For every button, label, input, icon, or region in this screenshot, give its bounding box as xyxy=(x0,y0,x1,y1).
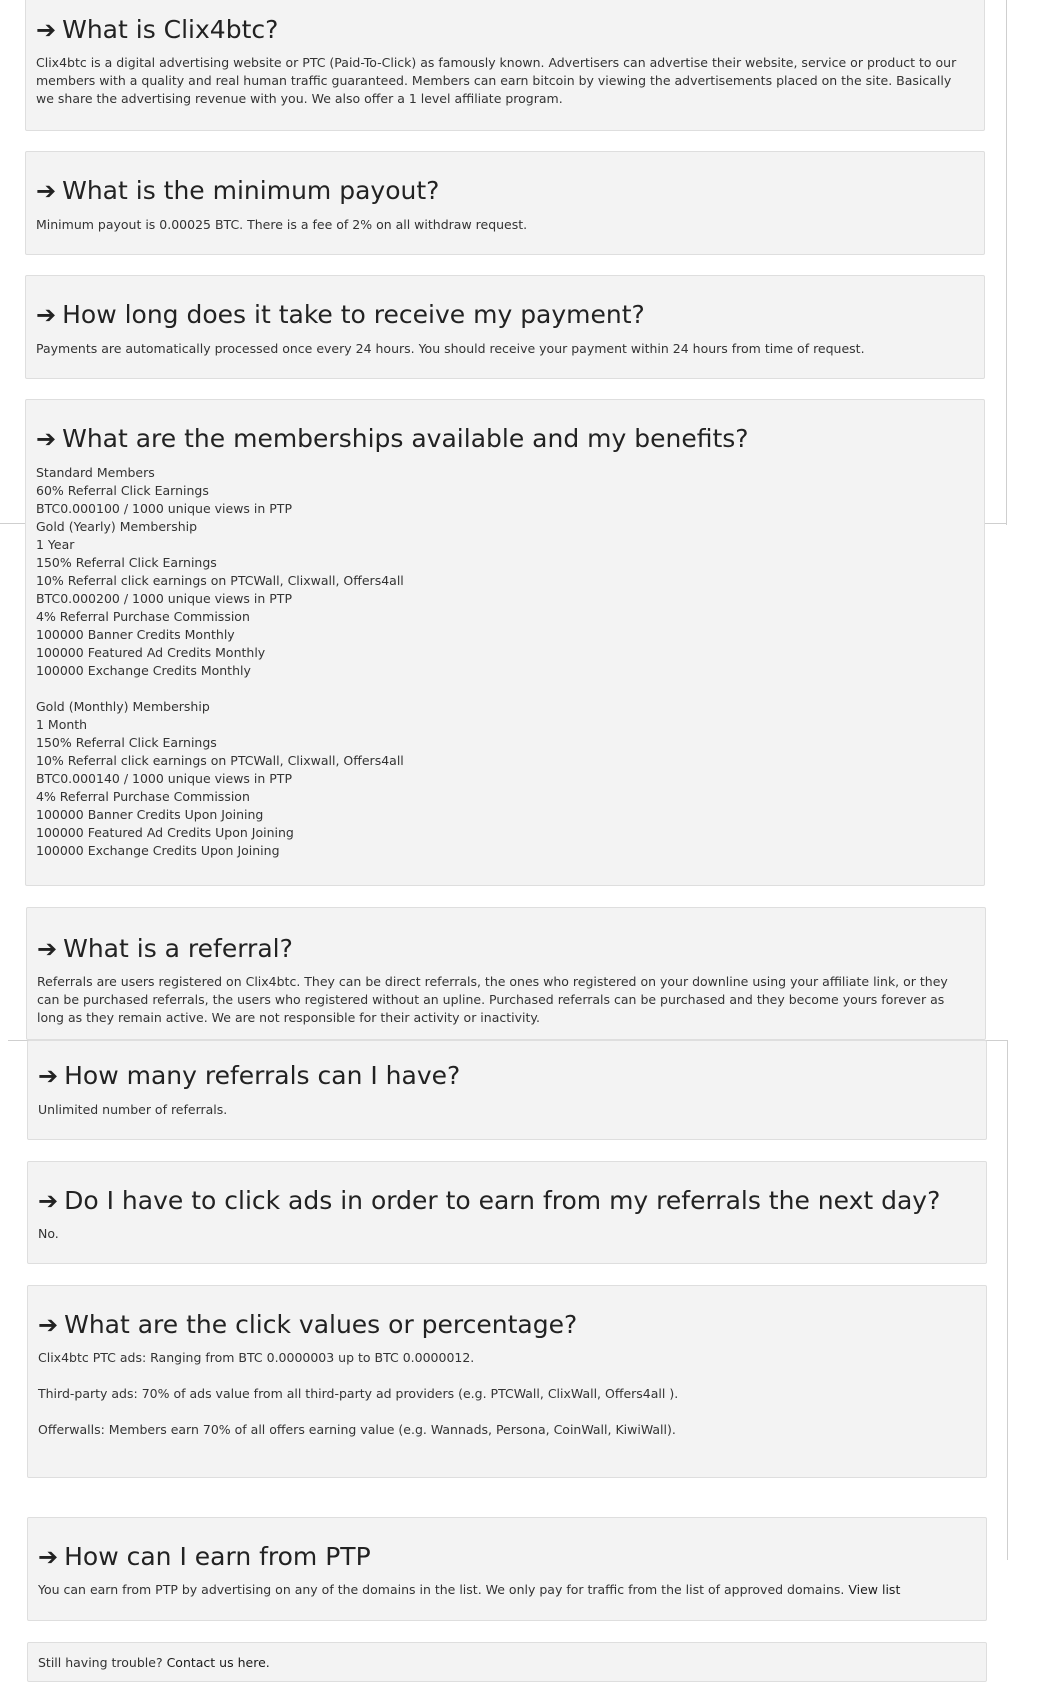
faq-card xyxy=(27,1161,987,1264)
faq-card xyxy=(25,0,985,131)
arrow-right-icon: ➔ xyxy=(38,1062,59,1090)
arrow-right-icon: ➔ xyxy=(38,1543,59,1571)
faq-question: ➔ How can I earn from PTP xyxy=(38,1542,371,1571)
faq-answer xyxy=(38,1581,972,1599)
faq-answer: Unlimited number of referrals. xyxy=(38,1102,228,1117)
membership-line: BTC0.000200 / 1000 unique views in PTP xyxy=(36,591,292,606)
faq-card xyxy=(25,151,985,255)
faq-question: ➔ What are the memberships available and my benefits? xyxy=(36,424,749,453)
faq-card xyxy=(26,907,986,1040)
click-value-line: Offerwalls: Members earn 70% of all offers earning value (e.g. Wannads, Persona, CoinWall, KiwiWall). xyxy=(38,1422,676,1437)
membership-line: 100000 Exchange Credits Monthly xyxy=(36,663,251,678)
faq-card xyxy=(25,275,985,379)
arrow-right-icon: ➔ xyxy=(36,301,57,329)
arrow-right-icon: ➔ xyxy=(38,1311,59,1339)
arrow-right-icon: ➔ xyxy=(36,177,57,205)
faq-card xyxy=(27,1517,987,1621)
membership-line: 100000 Featured Ad Credits Upon Joining xyxy=(36,825,294,840)
membership-line: Standard Members xyxy=(36,465,155,480)
membership-line: 150% Referral Click Earnings xyxy=(36,555,217,570)
membership-line: 150% Referral Click Earnings xyxy=(36,735,217,750)
membership-line: 60% Referral Click Earnings xyxy=(36,483,209,498)
faq-question: ➔ What is the minimum payout? xyxy=(36,176,440,205)
help-text xyxy=(38,1654,972,1672)
faq-answer: Payments are automatically processed once every 24 hours. You should receive your payment within 24 hours from time of request. xyxy=(36,341,865,356)
faq-question: ➔ Do I have to click ads in order to earn from my referrals the next day? xyxy=(38,1186,941,1215)
membership-line: 100000 Featured Ad Credits Monthly xyxy=(36,645,266,660)
membership-line: 1 Month xyxy=(36,717,88,732)
faq-answer: Referrals are users registered on Clix4btc. They can be direct referrals, the ones who registered on your downline using your affiliate link, or they can be purchased referrals, the users who registered without an upline. Purchased referrals can be purchased and they become yours forever as long as they remain active. We are not responsible for their activity or inactivity. xyxy=(37,974,948,1025)
membership-line: BTC0.000140 / 1000 unique views in PTP xyxy=(36,771,292,786)
membership-line: 10% Referral click earnings on PTCWall, Clixwall, Offers4all xyxy=(36,753,404,768)
click-value-line: Third-party ads: 70% of ads value from all third-party ad providers (e.g. PTCWall, ClixWall, Offers4all ). xyxy=(38,1386,679,1401)
membership-line: 100000 Exchange Credits Upon Joining xyxy=(36,843,280,858)
faq-question: ➔ What is a referral? xyxy=(37,934,293,963)
faq-question: ➔ What is Clix4btc? xyxy=(36,15,279,44)
stitch-divider xyxy=(1006,0,1007,525)
membership-line: BTC0.000100 / 1000 unique views in PTP xyxy=(36,501,292,516)
membership-line: 100000 Banner Credits Upon Joining xyxy=(36,807,264,822)
click-values-list xyxy=(38,1349,972,1439)
view-list-link[interactable]: View list xyxy=(848,1582,901,1597)
arrow-right-icon: ➔ xyxy=(36,425,57,453)
faq-answer: Minimum payout is 0.00025 BTC. There is a fee of 2% on all withdraw request. xyxy=(36,217,528,232)
arrow-right-icon: ➔ xyxy=(36,16,57,44)
membership-list xyxy=(36,464,970,860)
help-label: Still having trouble? xyxy=(38,1655,163,1670)
faq-answer: No. xyxy=(38,1226,59,1241)
membership-line: Gold (Monthly) Membership xyxy=(36,699,210,714)
stitch-divider xyxy=(1007,1040,1008,1560)
faq-card xyxy=(27,1285,987,1478)
ptp-answer-text: You can earn from PTP by advertising on any of the domains in the list. We only pay for traffic from the list of approved domains. xyxy=(38,1582,845,1597)
membership-line: 100000 Banner Credits Monthly xyxy=(36,627,235,642)
arrow-right-icon: ➔ xyxy=(37,935,58,963)
help-card xyxy=(27,1642,987,1682)
faq-question: ➔ What are the click values or percentage? xyxy=(38,1310,578,1339)
membership-line: Gold (Yearly) Membership xyxy=(36,519,198,534)
membership-line: 1 Year xyxy=(36,537,75,552)
faq-question: ➔ How many referrals can I have? xyxy=(38,1061,461,1090)
click-value-line: Clix4btc PTC ads: Ranging from BTC 0.0000003 up to BTC 0.0000012. xyxy=(38,1350,475,1365)
contact-us-link[interactable]: Contact us here. xyxy=(166,1655,270,1670)
faq-question: ➔ How long does it take to receive my payment? xyxy=(36,300,645,329)
faq-card xyxy=(27,1040,987,1140)
membership-line: 4% Referral Purchase Commission xyxy=(36,789,250,804)
faq-answer: Clix4btc is a digital advertising website or PTC (Paid-To-Click) as famously known. Advertisers can advertise their website, service or product to our members with a quality and real human traffic guaranteed. Members can earn bitcoin by viewing the advertisements placed on the site. Basically we share the advertising revenue with you. We also offer a 1 level affiliate program. xyxy=(36,55,957,106)
faq-card xyxy=(25,399,985,886)
arrow-right-icon: ➔ xyxy=(38,1187,59,1215)
membership-line: 10% Referral click earnings on PTCWall, Clixwall, Offers4all xyxy=(36,573,404,588)
membership-line: 4% Referral Purchase Commission xyxy=(36,609,250,624)
